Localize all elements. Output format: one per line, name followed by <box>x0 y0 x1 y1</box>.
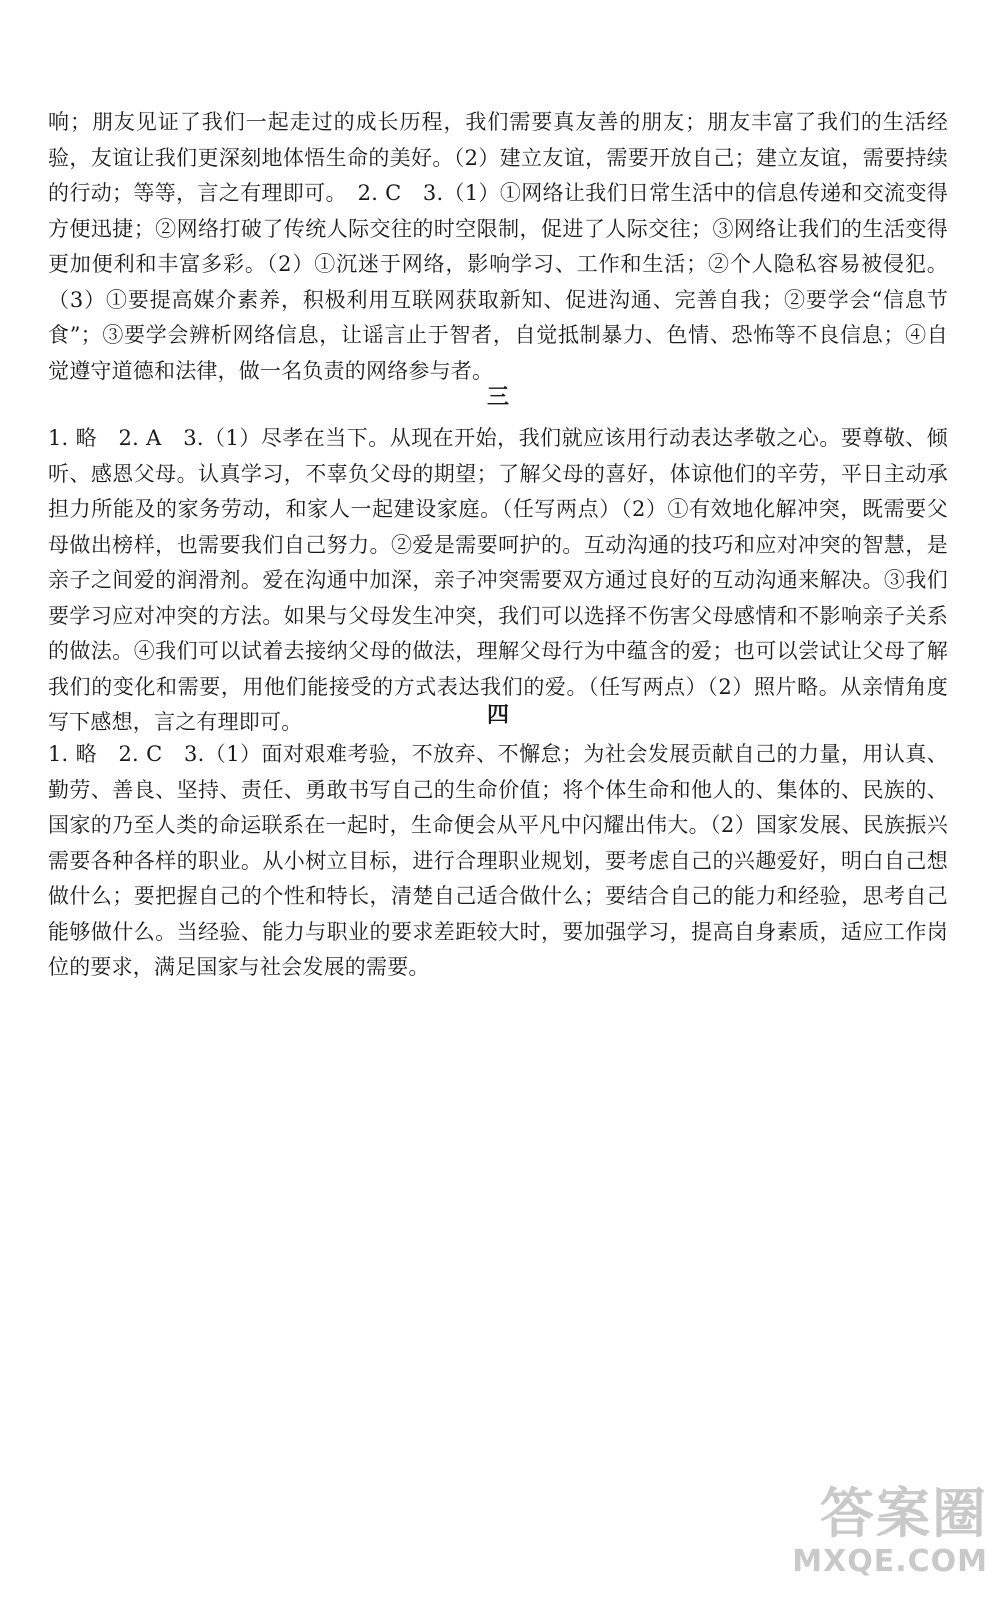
answer-paragraph-3: 1. 略 2. A 3.（1）尽孝在当下。从现在开始，我们就应该用行动表达孝敬之心。要尊敬、倾听、感恩父母。认真学习，不辜负父母的期望；了解父母的喜好，体谅他们的辛劳，平日主动承担力所能及的家务劳动，和家人一起建设家庭。（任写两点）（2）①有效地化解冲突，既需要父母做出榜样，也需要我们自己努力。②爱是需要呵护的。互动沟通的技巧和应对冲突的智慧，是亲子之间爱的润滑剂。爱在沟通中加深，亲子冲突需要双方通过良好的互动沟通来解决。③我们要学习应对冲突的方法。如果与父母发生冲突，我们可以选择不伤害父母感情和不影响亲子关系的做法。④我们可以试着去接纳父母的做法，理解父母行为中蕴含的爱；也可以尝试让父母了解我们的变化和需要，用他们能接受的方式表达我们的爱。（任写两点）（2）照片略。从亲情角度写下感想，言之有理即可。 <box>48 426 948 734</box>
watermark-logo <box>738 1484 988 1594</box>
answer-paragraph-2-continued: 响；朋友见证了我们一起走过的成长历程，我们需要真友善的朋友；朋友丰富了我们的生活经验，友谊让我们更深刻地体悟生命的美好。（2）建立友谊，需要开放自己；建立友谊，需要持续的行动；等等，言之有理即可。 2. C 3.（1）①网络让我们日常生活中的信息传递和交流变得方便迅捷；②网络打破了传统人际交往的时空限制，促进了人际交往；③网络让我们的生活变得更加便利和丰富多彩。（2）①沉迷于网络，影响学习、工作和生活；②个人隐私容易被侵犯。（3）①要提高媒介素养，积极利用互联网获取新知、促进沟通、完善自我；②要学会“信息节食”；③要学会辨析网络信息，让谣言止于智者，自觉抵制暴力、色情、恐怖等不良信息；④自觉遵守道德和法律，做一名负责的网络参与者。 <box>48 110 948 383</box>
watermark-url-text: MXQE.COM <box>792 1544 988 1579</box>
section-heading-4: 四 <box>486 702 509 728</box>
answer-paragraph-4: 1. 略 2. C 3.（1）面对艰难考验，不放弃、不懈怠；为社会发展贡献自己的力量，用认真、勤劳、善良、坚持、责任、勇敢书写自己的生命价值；将个体生命和他人的、集体的、民族的、国家的乃至人类的命运联系在一起时，生命便会从平凡中闪耀出伟大。（2）国家发展、民族振兴需要各种各样的职业。从小树立目标，进行合理职业规划，要考虑自己的兴趣爱好，明白自己想做什么；要把握自己的个性和特长，清楚自己适合做什么；要结合自己的能力和经验，思考自己能够做什么。当经验、能力与职业的要求差距较大时，要加强学习，提高自身素质，适应工作岗位的要求，满足国家与社会发展的需要。 <box>48 742 948 979</box>
watermark-logo-text: 答案圈 <box>820 1482 988 1545</box>
section-heading-3: 三 <box>486 384 509 410</box>
